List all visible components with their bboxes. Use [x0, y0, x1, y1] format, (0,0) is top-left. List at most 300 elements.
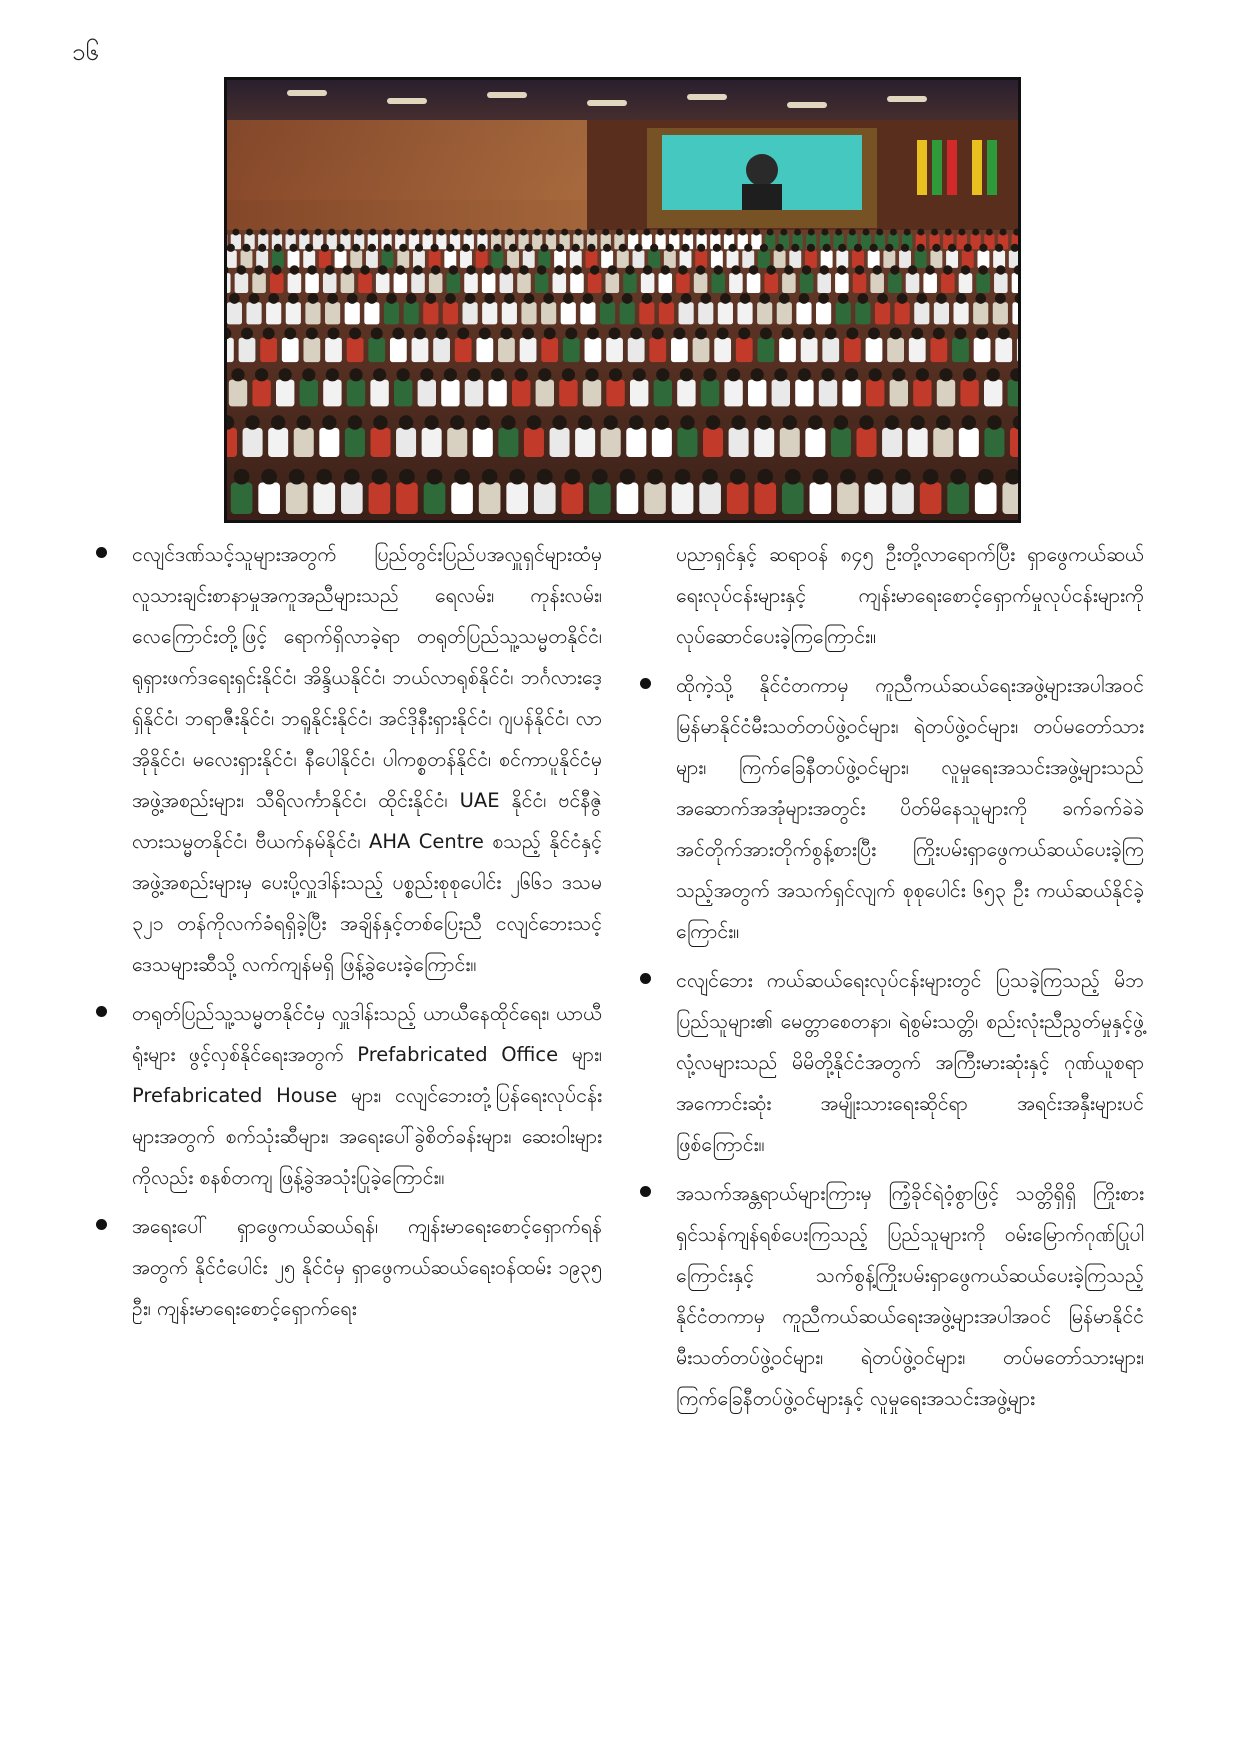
- paragraph-text: အရေးပေါ် ရှာဖွေကယ်ဆယ်ရန်၊ ကျန်းမာရေးစောင့်ရှောက်ရန်အတွက် နိုင်ငံပေါင်း ၂၅ နိုင်ငံမှ ရှာဖွေကယ်ဆယ်ရေးဝန်ထမ်း ၁၉၃၅ ဦး၊ ကျန်းမာရေးစောင့်ရှောက်ရေး: [132, 1215, 602, 1320]
- audience-head: [506, 229, 513, 236]
- audience-member: [861, 234, 871, 249]
- audience-member: [782, 483, 804, 514]
- audience-member: [626, 428, 646, 457]
- audience-head: [885, 415, 899, 429]
- audience-member: [443, 302, 458, 324]
- audience-member: [538, 250, 550, 267]
- audience-member: [703, 428, 723, 457]
- audience-member: [541, 302, 556, 324]
- audience-head: [943, 265, 952, 274]
- audience-head: [420, 368, 433, 381]
- audience-head: [261, 469, 277, 485]
- audience-head: [837, 265, 846, 274]
- audience-member: [272, 250, 284, 267]
- audience-member: [729, 428, 749, 457]
- audience-member: [506, 483, 528, 514]
- audience-member: [507, 250, 519, 267]
- audience-member: [865, 483, 887, 514]
- audience-member: [941, 273, 955, 293]
- audience-head: [232, 229, 239, 236]
- audience-head: [519, 265, 528, 274]
- audience-member: [335, 250, 347, 267]
- audience-member: [521, 302, 536, 324]
- audience-member: [724, 380, 742, 407]
- audience-head: [397, 229, 404, 236]
- audience-head: [373, 415, 387, 429]
- audience-member: [842, 380, 860, 407]
- audience-member: [550, 428, 570, 457]
- audience-member: [606, 273, 620, 293]
- audience-member: [937, 380, 955, 407]
- audience-member: [300, 380, 318, 407]
- audience-head: [565, 327, 577, 339]
- audience-head: [799, 293, 810, 304]
- audience-head: [717, 327, 729, 339]
- audience-head: [749, 265, 758, 274]
- audience-head: [384, 244, 392, 252]
- audience-head: [527, 415, 541, 429]
- audience-member: [534, 483, 556, 514]
- audience-member: [883, 250, 895, 267]
- audience-head: [630, 327, 642, 339]
- audience-member: [260, 338, 277, 362]
- paragraph-text: ငလျင်ဒဏ်သင့်သူများအတွက် ပြည်တွင်းပြည်ပအလှူရှင်များထံမှ လူသားချင်းစာနာမှုအကူအညီများသည် ရေလမ်း၊ ကုန်းလမ်း၊ လေကြောင်းတို့ဖြင့် ရောက်ရှိလာခဲ့ရာ တရုတ်ပြည်သူ့သမ္မတနိုင်ငံ၊ ရုရှားဖက်ဒရေးရှင်းနိုင်ငံ၊ အိန္ဒိယနိုင်ငံ၊ ဘယ်လာရုစ်နိုင်ငံ၊ ဘင်္ဂလားဒေ့ရှ်နိုင်ငံ၊ ဘရာဇီးနိုင်ငံ၊ ဘရူနိုင်းနိုင်ငံ၊ အင်ဒိုနီးရှားနိုင်ငံ၊ ဂျပန်နိုင်ငံ၊ လာအိုနိုင်ငံ၊ မလေးရှားနိုင်ငံ၊ နီပေါနိုင်ငံ၊ ပါကစ္စတန်နိုင်ငံ၊ စင်ကာပူနိုင်ငံမှ အဖွဲ့အစည်းများ၊ သီရိလင်္ကာနိုင်ငံ၊ ထိုင်းနိုင်ငံ၊ UAE နိုင်ငံ၊ ဗင်နီဇွဲလားသမ္မတနိုင်ငံ၊ ဗီယက်နမ်နိုင်ငံ၊ AHA Centre စသည့် နိုင်ငံနှင့်အဖွဲ့အစည်းများမှ ပေးပို့လှူဒါန်းသည့် ပစ္စည်းစုစုပေါင်း ၂၆၆၁ ဒသမ ၃၂၁ တန်ကိုလက်ခံရရှိခဲ့ပြီး အချိန်နှင့်တစ်ပြေးညီ ငလျင်ဘေးသင့်ဒေသများဆီသို့ လက်ကျန်မရှိ ဖြန့်ခွဲပေးခဲ့ကြောင်း။: [132, 543, 602, 976]
- audience-head: [825, 327, 837, 339]
- audience-member: [617, 250, 629, 267]
- audience-member: [993, 302, 1008, 324]
- audience-member: [227, 338, 234, 362]
- audience-head: [996, 265, 1005, 274]
- audience-head: [820, 265, 829, 274]
- audience-head: [544, 327, 556, 339]
- audience-member: [286, 483, 308, 514]
- audience-head: [738, 327, 750, 339]
- audience-member: [866, 338, 883, 362]
- audience-head: [838, 244, 846, 252]
- audience-head: [978, 469, 994, 485]
- audience-member: [742, 250, 754, 267]
- audience-head: [876, 229, 883, 236]
- audience-head: [493, 229, 500, 236]
- audience-head: [868, 469, 884, 485]
- audience-head: [791, 244, 799, 252]
- audience-member: [952, 338, 969, 362]
- audience-member: [913, 380, 931, 407]
- audience-member: [554, 250, 566, 267]
- audience-head: [229, 293, 240, 304]
- audience-member: [270, 273, 284, 293]
- audience-head: [657, 229, 664, 236]
- audience-head: [372, 469, 388, 485]
- audience-head: [633, 368, 646, 381]
- audience-head: [465, 229, 472, 236]
- audience-head: [274, 244, 282, 252]
- audience-head: [386, 293, 397, 304]
- audience-head: [760, 327, 772, 339]
- audience-head: [955, 327, 967, 339]
- audience-head: [910, 415, 924, 429]
- audience-head: [263, 327, 275, 339]
- audience-member: [758, 250, 770, 267]
- audience-member: [580, 302, 595, 324]
- audience-member: [866, 380, 884, 407]
- audience-head: [802, 265, 811, 274]
- audience-head: [290, 265, 299, 274]
- audience-head: [587, 244, 595, 252]
- audience-head: [840, 469, 856, 485]
- audience-head: [347, 293, 358, 304]
- audience-head: [964, 244, 972, 252]
- audience-head: [316, 469, 332, 485]
- audience-member: [890, 380, 908, 407]
- audience-member: [1012, 302, 1018, 324]
- audience-member: [801, 338, 818, 362]
- audience-member: [659, 273, 673, 293]
- audience-head: [587, 327, 599, 339]
- audience-member: [313, 483, 335, 514]
- audience-head: [647, 469, 663, 485]
- audience-head: [328, 229, 335, 236]
- audience-member: [639, 302, 654, 324]
- audience-member: [370, 380, 388, 407]
- audience-head: [315, 229, 322, 236]
- audience-member: [536, 380, 554, 407]
- audience-head: [425, 293, 436, 304]
- audience-head: [731, 415, 745, 429]
- audience-head: [956, 293, 967, 304]
- list-item: [96, 1206, 602, 1329]
- audience-member: [319, 250, 331, 267]
- audience-head: [696, 265, 705, 274]
- audience-head: [622, 293, 633, 304]
- audience-member: [227, 428, 237, 457]
- audience-member: [623, 273, 637, 293]
- audience-head: [625, 265, 634, 274]
- audience-head: [431, 265, 440, 274]
- audience-member: [821, 250, 833, 267]
- audience-head: [348, 415, 362, 429]
- audience-head: [759, 293, 770, 304]
- audience-member: [429, 250, 441, 267]
- audience-member: [366, 250, 378, 267]
- audience-member: [914, 302, 929, 324]
- audience-head: [784, 265, 793, 274]
- audience-member: [908, 428, 928, 457]
- audience-member: [252, 380, 270, 407]
- audience-head: [352, 244, 360, 252]
- audience-member: [422, 428, 442, 457]
- audience-head: [616, 229, 623, 236]
- audience-head: [835, 229, 842, 236]
- audience-member: [671, 338, 688, 362]
- audience-member: [288, 273, 302, 293]
- audience-head: [585, 368, 598, 381]
- audience-head: [378, 265, 387, 274]
- audience-head: [972, 229, 979, 236]
- audience-head: [555, 265, 564, 274]
- page-number: ၁၆: [72, 38, 99, 66]
- audience-member: [464, 273, 478, 293]
- audience-member: [345, 428, 365, 457]
- audience-member: [699, 483, 721, 514]
- audience-head: [268, 293, 279, 304]
- audience-member: [512, 380, 530, 407]
- bullet-icon: [640, 1186, 651, 1197]
- audience-member: [676, 273, 690, 293]
- audience-head: [436, 327, 448, 339]
- audience-head: [661, 293, 672, 304]
- audience-head: [767, 229, 774, 236]
- audience-member: [524, 428, 544, 457]
- audience-head: [834, 415, 848, 429]
- audience-head: [714, 265, 723, 274]
- audience-head: [504, 293, 515, 304]
- audience-head: [783, 415, 797, 429]
- audience-member: [758, 338, 775, 362]
- audience-head: [643, 229, 650, 236]
- audience-head: [272, 265, 281, 274]
- audience-member: [394, 273, 408, 293]
- audience-head: [713, 244, 721, 252]
- audience-head: [258, 244, 266, 252]
- audience-member: [358, 273, 372, 293]
- audience-member: [780, 428, 800, 457]
- audience-head: [925, 265, 934, 274]
- audience-member: [1002, 483, 1018, 514]
- audience-head: [397, 368, 410, 381]
- audience-head: [863, 229, 870, 236]
- audience-member: [695, 250, 707, 267]
- audience-member: [933, 428, 953, 457]
- audience-head: [855, 265, 864, 274]
- audience-head: [962, 415, 976, 429]
- audience-head: [849, 229, 856, 236]
- audience-member: [589, 483, 611, 514]
- audience-head: [680, 415, 694, 429]
- audience-member: [772, 380, 790, 407]
- bullet-icon: [96, 1219, 107, 1230]
- audience-head: [917, 244, 925, 252]
- audience-head: [976, 327, 988, 339]
- audience-head: [493, 244, 501, 252]
- audience-member: [382, 250, 394, 267]
- audience-head: [297, 415, 311, 429]
- audience-head: [467, 368, 480, 381]
- audience-head: [948, 244, 956, 252]
- audience-member: [757, 302, 772, 324]
- audience-member: [256, 250, 268, 267]
- audience-head: [868, 327, 880, 339]
- audience-head: [371, 327, 383, 339]
- audience-head: [246, 229, 253, 236]
- paragraph-text: ငလျင်ဘေး ကယ်ဆယ်ရေးလုပ်ငန်းများတွင် ပြသခဲ့ကြသည့် မိဘပြည်သူများ၏ မေတ္တာစေတနာ၊ ရဲစွမ်းသတ္တိ၊ စည်းလုံးညီညွတ်မှုနှင့်ဖွဲ့လုံ့လများသည် မိမိတို့နိုင်ငံအတွက် အကြီးမားဆုံးနှင့် ဂုဏ်ယူစရာအကောင်းဆုံး အမျိုးသားရေးဆိုင်ရာ အရင်းအနှီးများပင်ဖြစ်ကြောင်း။: [676, 969, 1144, 1156]
- audience-member: [488, 380, 506, 407]
- audience-member: [805, 428, 825, 457]
- audience-head: [859, 415, 873, 429]
- audience-head: [454, 469, 470, 485]
- audience-head: [975, 293, 986, 304]
- audience-head: [552, 415, 566, 429]
- audience-head: [561, 229, 568, 236]
- audience-head: [537, 265, 546, 274]
- audience-member: [701, 380, 719, 407]
- audience-head: [534, 229, 541, 236]
- audience-head: [936, 293, 947, 304]
- audience-head: [373, 368, 386, 381]
- audience-head: [731, 265, 740, 274]
- audience-member: [502, 302, 517, 324]
- audience-head: [563, 293, 574, 304]
- audience-head: [753, 229, 760, 236]
- audience-head: [846, 327, 858, 339]
- audience-member: [729, 273, 743, 293]
- audience-member: [268, 428, 288, 457]
- audience-member: [482, 273, 496, 293]
- audience-head: [449, 265, 458, 274]
- audience-head: [556, 244, 564, 252]
- audience-member: [677, 428, 697, 457]
- audience-member: [258, 483, 280, 514]
- audience-member: [698, 302, 713, 324]
- audience-member: [517, 273, 531, 293]
- audience-head: [945, 229, 952, 236]
- audience-member: [479, 483, 501, 514]
- audience-head: [890, 265, 899, 274]
- audience-head: [502, 265, 511, 274]
- audience-member: [817, 273, 831, 293]
- audience-head: [808, 415, 822, 429]
- audience-member: [323, 380, 341, 407]
- audience-member: [429, 273, 443, 293]
- audience-member: [1008, 380, 1018, 407]
- audience-member: [583, 380, 601, 407]
- audience-member: [412, 338, 429, 362]
- audience-head: [916, 368, 929, 381]
- audience-member: [588, 273, 602, 293]
- audience-head: [301, 229, 308, 236]
- audience-head: [476, 415, 490, 429]
- audience-head: [779, 293, 790, 304]
- audience-member: [286, 302, 301, 324]
- audience-member: [680, 250, 692, 267]
- audience-head: [572, 265, 581, 274]
- audience-member: [652, 428, 672, 457]
- audience-member: [600, 302, 615, 324]
- audience-member: [288, 250, 300, 267]
- audience-head: [609, 368, 622, 381]
- audience-member: [441, 380, 459, 407]
- audience-head: [700, 293, 711, 304]
- audience-member: [959, 428, 979, 457]
- audience-head: [986, 229, 993, 236]
- audience-head: [245, 415, 259, 429]
- paragraph-text: တရုတ်ပြည်သူ့သမ္မတနိုင်ငံမှ လှူဒါန်းသည့် ယာယီနေထိုင်ရေး၊ ယာယီရုံးများ ဖွင့်လှစ်နိုင်ရေးအတွက် Prefabricated Office များ၊ Prefabricated House များ၊ ငလျင်ဘေးတုံ့ပြန်ရေးလုပ်ငန်းများအတွက် စက်သုံးဆီများ၊ အရေးပေါ်ခွဲစိတ်ခန်းများ၊ ဆေးဝါးများကိုလည်း စနစ်တကျ ဖြန့်ခွဲအသုံးပြုခဲ့ကြောင်း။: [132, 1002, 602, 1189]
- audience-member: [837, 483, 859, 514]
- audience-head: [858, 293, 869, 304]
- audience-member: [575, 428, 595, 457]
- audience-member: [882, 428, 902, 457]
- audience-head: [500, 327, 512, 339]
- audience-head: [603, 244, 611, 252]
- audience-head: [776, 244, 784, 252]
- audience-head: [564, 469, 580, 485]
- audience-head: [890, 229, 897, 236]
- audience-member: [562, 483, 584, 514]
- audience-member: [561, 302, 576, 324]
- audience-head: [916, 293, 927, 304]
- audience-member: [390, 338, 407, 362]
- audience-member: [870, 273, 884, 293]
- audience-head: [650, 244, 658, 252]
- audience-head: [424, 229, 431, 236]
- audience-head: [349, 327, 361, 339]
- audience-head: [602, 229, 609, 236]
- audience-head: [744, 244, 752, 252]
- audience-member: [451, 483, 473, 514]
- audience-head: [950, 469, 966, 485]
- audience-member: [679, 302, 694, 324]
- audience-head: [522, 327, 534, 339]
- audience-member: [789, 250, 801, 267]
- audience-member: [844, 338, 861, 362]
- audience-head: [782, 327, 794, 339]
- audience-head: [369, 229, 376, 236]
- audience-head: [327, 293, 338, 304]
- conference-hall-photo: [224, 77, 1021, 523]
- audience-member: [800, 273, 814, 293]
- audience-member: [620, 302, 635, 324]
- audience-head: [478, 244, 486, 252]
- audience-member: [727, 483, 749, 514]
- audience-member: [276, 380, 294, 407]
- audience-member: [252, 273, 266, 293]
- audience-head: [813, 469, 829, 485]
- audience-head: [720, 293, 731, 304]
- audience-member: [601, 250, 613, 267]
- audience-head: [652, 327, 664, 339]
- audience-head: [462, 244, 470, 252]
- audience-head: [757, 469, 773, 485]
- audience-head: [274, 229, 281, 236]
- audience-head: [877, 293, 888, 304]
- audience-head: [392, 327, 404, 339]
- audience-head: [936, 415, 950, 429]
- audience-head: [399, 469, 415, 485]
- list-item-continuation: [640, 534, 1144, 657]
- audience-member: [754, 483, 776, 514]
- audience-member: [782, 273, 796, 293]
- audience-head: [367, 293, 378, 304]
- audience-member: [923, 273, 937, 293]
- audience-member: [305, 273, 319, 293]
- audience-member: [748, 380, 766, 407]
- paragraph-text: အသက်အန္တရာယ်များကြားမှ ကြံ့ခိုင်ရဲဝံ့စွာဖြင့် သတ္တိရှိရှိ ကြိုးစားရှင်သန်ကျန်ရစ်ပေးကြသည့် ပြည်သူများကို ဝမ်းမြောက်ဂုဏ်ပြုပါကြောင်းနှင့် သက်စွန့်ကြိုးပမ်းရှာဖွေကယ်ဆယ်ပေးခဲ့ကြသည့် နိုင်ငံတကာမှ ကူညီကယ်ဆယ်ရေးအဖွဲ့များအပါအဝင် မြန်မာနိုင်ငံ မီးသတ်တပ်ဖွဲ့ဝင်များ၊ ရဲတပ်ဖွဲ့ဝင်များ၊ တပ်မတော်သားများ၊ ကြက်ခြေနီတပ်ဖွဲ့ဝင်များနှင့် လူမှုရေးအသင်းအဖွဲ့များ: [676, 1182, 1144, 1410]
- audience-member: [888, 273, 902, 293]
- audience-head: [655, 415, 669, 429]
- audience-member: [628, 338, 645, 362]
- audience-head: [343, 265, 352, 274]
- audience-member: [498, 428, 518, 457]
- audience-head: [673, 327, 685, 339]
- audience-head: [465, 293, 476, 304]
- audience-head: [589, 229, 596, 236]
- paragraph-text: ပညာရှင်နှင့် ဆရာဝန် ၈၄၅ ဦးတို့လာရောက်ပြီး ရှာဖွေကယ်ဆယ်ရေးလုပ်ငန်းများနှင့် ကျန်းမာရေးစောင့်ရှောက်မှုလုပ်ငန်းများကို လုပ်ဆောင်ပေးခဲ့ကြကြောင်း။: [676, 543, 1144, 648]
- audience-member: [779, 338, 796, 362]
- audience-member: [319, 428, 339, 457]
- audience-member: [960, 380, 978, 407]
- audience-member: [947, 483, 969, 514]
- audience-head: [289, 244, 297, 252]
